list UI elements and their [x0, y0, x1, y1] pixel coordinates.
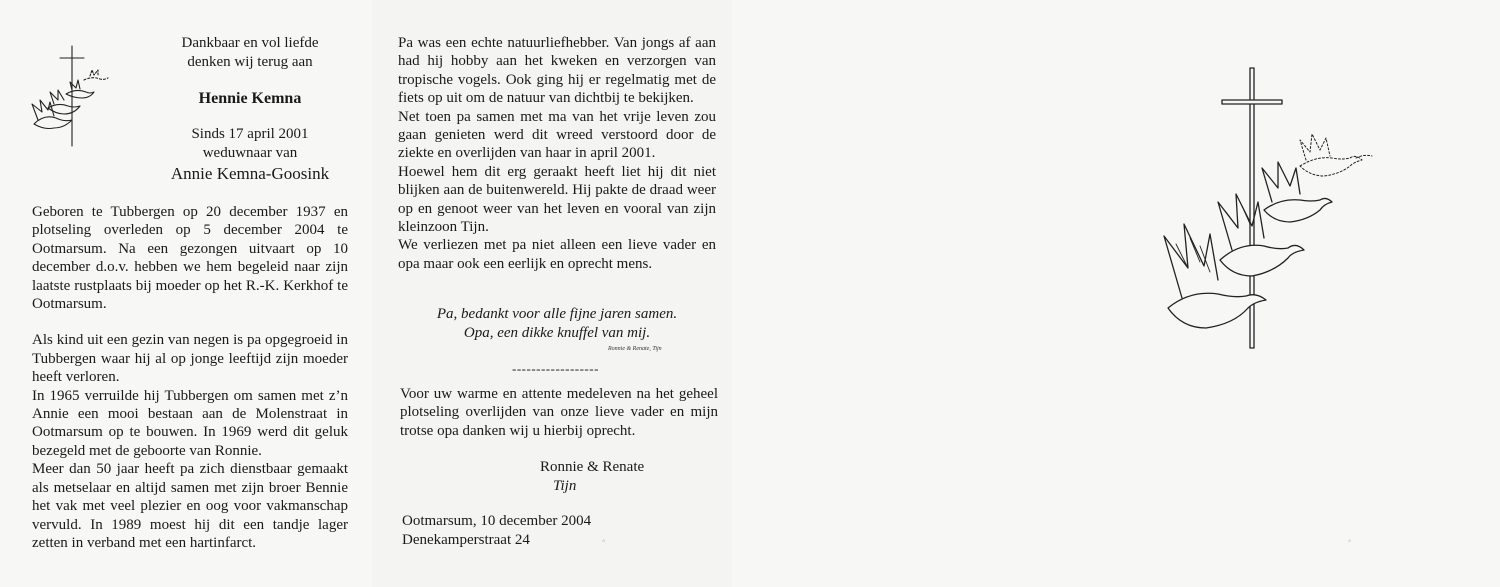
- panel-left: [0, 0, 372, 587]
- separator-line: ------------------: [512, 361, 599, 376]
- widower-status: weduwnaar van: [202, 145, 298, 161]
- widowed-since: Sinds 17 april 2001: [191, 126, 309, 142]
- signature-names: Ronnie & Renate: [540, 459, 645, 475]
- bio-paragraph: Meer dan 50 jaar heeft pa zich dienstbaar gemaakt als metselaar en altijd samen met zijn broer Bennie het vak met veel plezier en oog voor vakmanschap vervuld. In 1989 moest hij dit een tandje lager zetten in verband met een hartinfarct.: [32, 461, 348, 551]
- story-paragraph: Pa was een echte natuurliefhebber. Van jongs af aan had hij hobby aan het kweken en verzorgen van tropische vogels. Ook ging hij er regelmatig met de fiets op uit om de natuur van dichtbij te bekijken.: [398, 35, 716, 107]
- deceased-name: Hennie Kemna: [198, 90, 302, 107]
- quote-signature: Ronnie & Renate, Tijn: [608, 346, 662, 352]
- biography: [32, 203, 348, 552]
- farewell-quote: [402, 305, 712, 343]
- cross-with-doves-icon: [28, 42, 118, 150]
- address-block: [402, 512, 591, 550]
- story-paragraph: Net toen pa samen met ma van het vrije leven zou gaan genieten werd dit wreed verstoord door de ziekte en overlijden van haar in april 2001.: [398, 108, 716, 162]
- paper-speck: °: [602, 538, 606, 547]
- bio-paragraph: Als kind uit een gezin van negen is pa opgegroeid in Tubbergen waar hij al op jonge leeftijd zijn moeder heeft verloren.: [32, 332, 348, 386]
- signature-grandchild: Tijn: [553, 478, 577, 494]
- story-paragraph: We verliezen met pa niet alleen een lieve vader en opa maar ook een eerlijk en oprecht mens.: [398, 237, 716, 272]
- story-text: [398, 34, 716, 273]
- panel-cover: [732, 0, 1500, 587]
- panel-middle: [372, 0, 732, 587]
- bio-paragraph: Geboren te Tubbergen op 20 december 1937 en plotseling overleden op 5 december 2004 te Ootmarsum. Na een gezongen uitvaart op 10 december d.o.v. hebben we hem begeleid naar zijn laatste rustplaats bij moeder op het R.-K. Kerkhof te Ootmarsum.: [32, 204, 348, 313]
- thanks-paragraph: Voor uw warme en attente medeleven na het geheel plotseling overlijden van onze lieve vader en mijn trotse opa danken wij u hierbij oprecht.: [400, 386, 718, 439]
- story-paragraph: Hoewel hem dit erg geraakt heeft liet hij dit niet blijken aan de buitenwereld. Hij pakte de draad weer op en genoot weer van het leven en vooral van zijn kleinzoon Tijn.: [398, 163, 716, 236]
- cross-with-doves-icon: [1160, 62, 1420, 352]
- street-address: Denekamperstraat 24: [402, 532, 530, 548]
- family-signature: [540, 458, 644, 496]
- quote-line-2: Opa, een dikke knuffel van mij.: [463, 325, 651, 341]
- quote-line-1: Pa, bedankt voor alle fijne jaren samen.: [436, 306, 678, 322]
- dedication-line-1: Dankbaar en vol liefde: [181, 35, 319, 51]
- spouse-name: Annie Kemna-Goosink: [170, 164, 330, 183]
- place-and-date: Ootmarsum, 10 december 2004: [402, 513, 592, 529]
- dedication-line-2: denken wij terug aan: [187, 54, 313, 70]
- dedication-header: [150, 34, 350, 184]
- paper-speck: °: [1348, 538, 1352, 547]
- bio-paragraph: In 1965 verruilde hij Tubbergen om samen met z’n Annie een mooi bestaan aan de Molenstraat in Ootmarsum op te bouwen. In 1969 werd dit geluk bezegeld met de geboorte van Ronnie.: [32, 387, 348, 459]
